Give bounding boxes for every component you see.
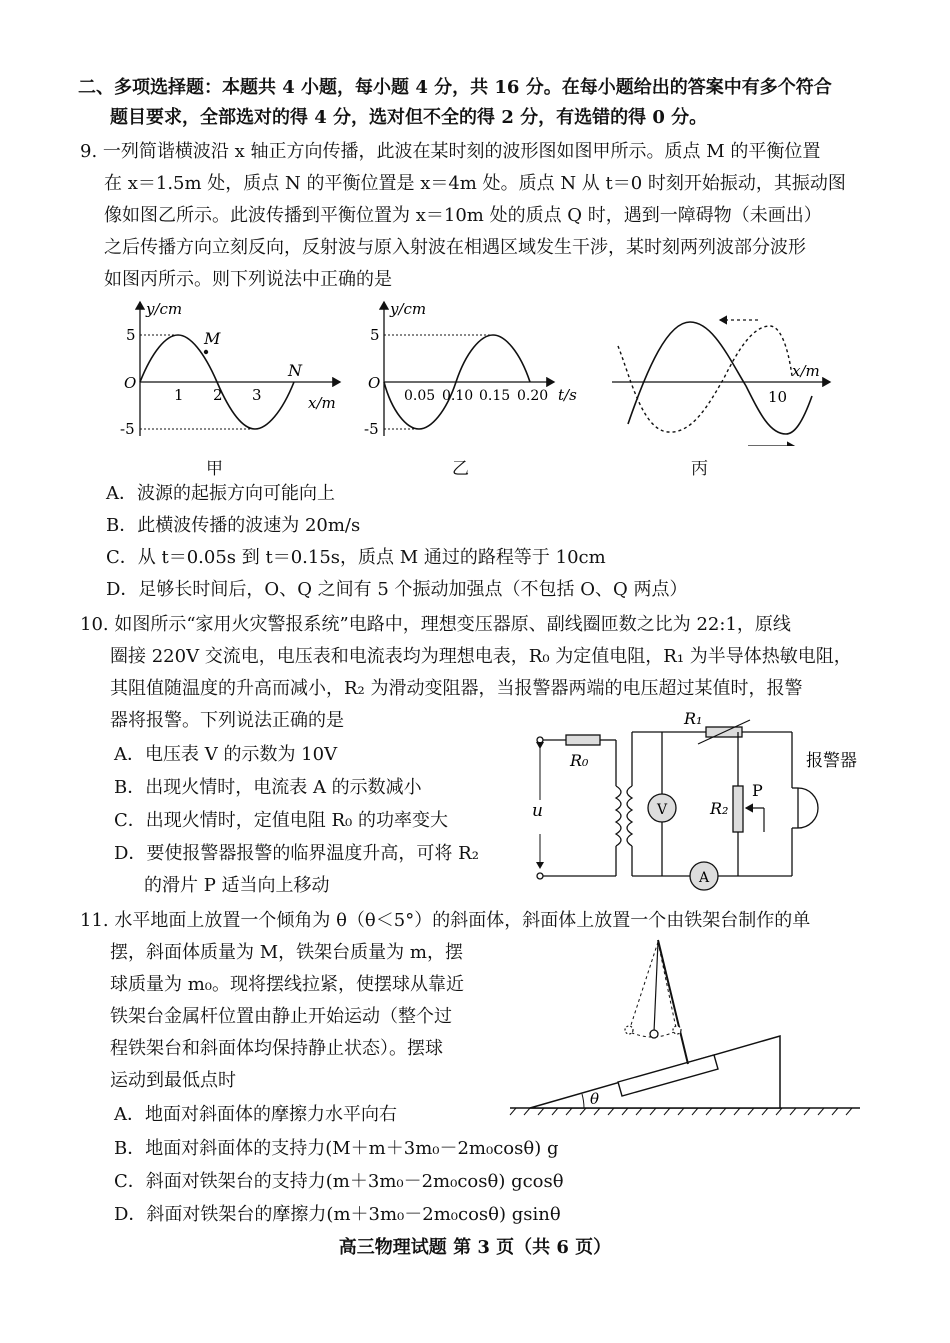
point-n-label: N — [288, 361, 302, 380]
label-u: u — [532, 801, 543, 821]
yi-origin: O — [368, 374, 381, 392]
q10-option-d-cont: 的滑片 P 适当向上移动 — [144, 875, 330, 896]
alarm-icon — [798, 788, 818, 828]
label-ammeter: A — [699, 870, 710, 886]
q10-option-d: D．要使报警器报警的临界温度升高，可将 R₂ — [114, 843, 479, 864]
section-header-line2: 题目要求，全部选对的得 4 分，选对但不全的得 2 分，有选错的得 0 分。 — [110, 107, 708, 128]
page-footer: 高三物理试题 第 3 页（共 6 页） — [338, 1237, 612, 1258]
q11-option-d: D．斜面对铁架台的摩擦力(m＋3m₀－2m₀cosθ) gsinθ — [114, 1204, 561, 1225]
yi-x-tick: 0.20 — [517, 388, 549, 404]
q9-option-c: C．从 t＝0.05s 到 t＝0.15s，质点 M 通过的路程等于 10cm — [106, 547, 606, 568]
q9-line: 之后传播方向立刻反向，反射波与原入射波在相遇区域发生干涉，某时刻两列波部分波形 — [104, 237, 806, 258]
resistor-r0 — [566, 735, 600, 745]
theta-label: θ — [590, 1090, 600, 1108]
jia-y-label: y/cm — [146, 300, 183, 318]
q9-line: 像如图乙所示。此波传播到平衡位置为 x＝10m 处的质点 Q 时，遇到一障碍物（未画出） — [104, 205, 822, 226]
q9-line: 在 x＝1.5m 处，质点 N 的平衡位置是 x＝4m 处。质点 N 从 t＝0 时刻开始振动，其振动图 — [104, 173, 846, 194]
figure-bing-interference — [608, 306, 838, 446]
label-alarm: 报警器 — [806, 751, 857, 771]
stand-rod — [658, 940, 688, 1064]
secondary-coil — [627, 786, 632, 846]
q11-line: 运动到最低点时 — [110, 1070, 236, 1091]
section-header-line1: 二、多项选择题：本题共 4 小题，每小题 4 分，共 16 分。在每小题给出的答案中有多个符合 — [78, 77, 832, 98]
jia-origin: O — [124, 374, 137, 392]
primary-coil — [616, 786, 621, 846]
yi-y-label: y/cm — [390, 300, 427, 318]
q11-option-c: C．斜面对铁架台的支持力(m＋3m₀－2m₀cosθ) gcosθ — [114, 1171, 564, 1192]
figure-caption-bing: 丙 — [691, 459, 708, 479]
figure-caption-jia: 甲 — [206, 459, 223, 479]
q11-line: 11. 水平地面上放置一个倾角为 θ（θ＜5°）的斜面体，斜面体上放置一个由铁架台制作的单 — [80, 910, 811, 931]
q11-line: 程铁架台和斜面体均保持静止状态）。摆球 — [110, 1038, 443, 1059]
yi-x-tick: 0.05 — [404, 388, 436, 404]
jia-x-tick: 3 — [252, 386, 262, 404]
label-r0: R₀ — [570, 751, 589, 770]
q9-line: 如图丙所示。则下列说法中正确的是 — [104, 269, 392, 290]
jia-y-tick: -5 — [120, 420, 135, 438]
yi-y-tick: -5 — [364, 420, 379, 438]
yi-y-tick: 5 — [370, 326, 380, 344]
jia-y-tick: 5 — [126, 326, 136, 344]
q10-option-a: A．电压表 V 的示数为 10V — [114, 744, 338, 765]
rheostat-r2 — [733, 786, 743, 832]
jia-x-label: x/m — [308, 394, 336, 412]
q10-option-b: B．出现火情时，电流表 A 的示数减小 — [114, 777, 422, 798]
circuit-diagram — [520, 704, 880, 900]
q11-line: 球质量为 m₀。现将摆线拉紧，使摆球从靠近 — [110, 974, 465, 995]
q10-line: 10. 如图所示“家用火灾警报系统”电路中，理想变压器原、副线圈匝数之比为 22:1，原线 — [80, 614, 791, 635]
label-voltmeter: V — [657, 802, 668, 818]
figure-caption-yi: 乙 — [452, 459, 469, 479]
q10-line: 圈接 220V 交流电，电压表和电流表均为理想电表，R₀ 为定值电阻，R₁ 为半导体热敏电阻， — [110, 646, 852, 667]
yi-x-tick: 0.15 — [479, 388, 511, 404]
q9-option-d: D．足够长时间后，O、Q 之间有 5 个振动加强点（不包括 O、Q 两点） — [106, 579, 688, 600]
figure-jia-wave — [118, 296, 348, 446]
bing-x-label: x/m — [792, 362, 820, 380]
yi-x-label: t/s — [558, 386, 577, 404]
jia-x-tick: 1 — [174, 386, 184, 404]
q10-option-c: C．出现火情时，定值电阻 R₀ 的功率变大 — [114, 810, 448, 831]
label-r1: R₁ — [684, 709, 703, 728]
figure-yi-vibration — [362, 296, 592, 446]
q9-option-a: A．波源的起振方向可能向上 — [106, 483, 335, 504]
q11-option-b: B．地面对斜面体的支持力(M＋m＋3m₀－2m₀cosθ) g — [114, 1138, 559, 1159]
q11-option-a: A．地面对斜面体的摩擦力水平向右 — [114, 1104, 397, 1125]
point-m-label: M — [204, 329, 221, 348]
q11-line: 摆，斜面体质量为 M，铁架台质量为 m，摆 — [110, 942, 463, 963]
q11-line: 铁架台金属杆位置由静止开始运动（整个过 — [110, 1006, 452, 1027]
bing-x-tick: 10 — [768, 388, 788, 406]
jia-x-tick: 2 — [213, 386, 223, 404]
label-r2: R₂ — [710, 799, 729, 818]
pendulum-ball — [650, 1030, 658, 1038]
q9-line: 9. 一列简谐横波沿 x 轴正方向传播，此波在某时刻的波形图如图甲所示。质点 M 的平衡位置 — [80, 141, 821, 162]
q10-line: 器将报警。下列说法正确的是 — [110, 710, 344, 731]
q9-option-b: B．此横波传播的波速为 20m/s — [106, 515, 361, 536]
label-slider-p: P — [752, 781, 763, 800]
yi-x-tick: 0.10 — [442, 388, 474, 404]
incline-pendulum-figure — [506, 932, 866, 1116]
q10-line: 其阻值随温度的升高而减小，R₂ 为滑动变阻器，当报警器两端的电压超过某值时，报警 — [110, 678, 803, 699]
